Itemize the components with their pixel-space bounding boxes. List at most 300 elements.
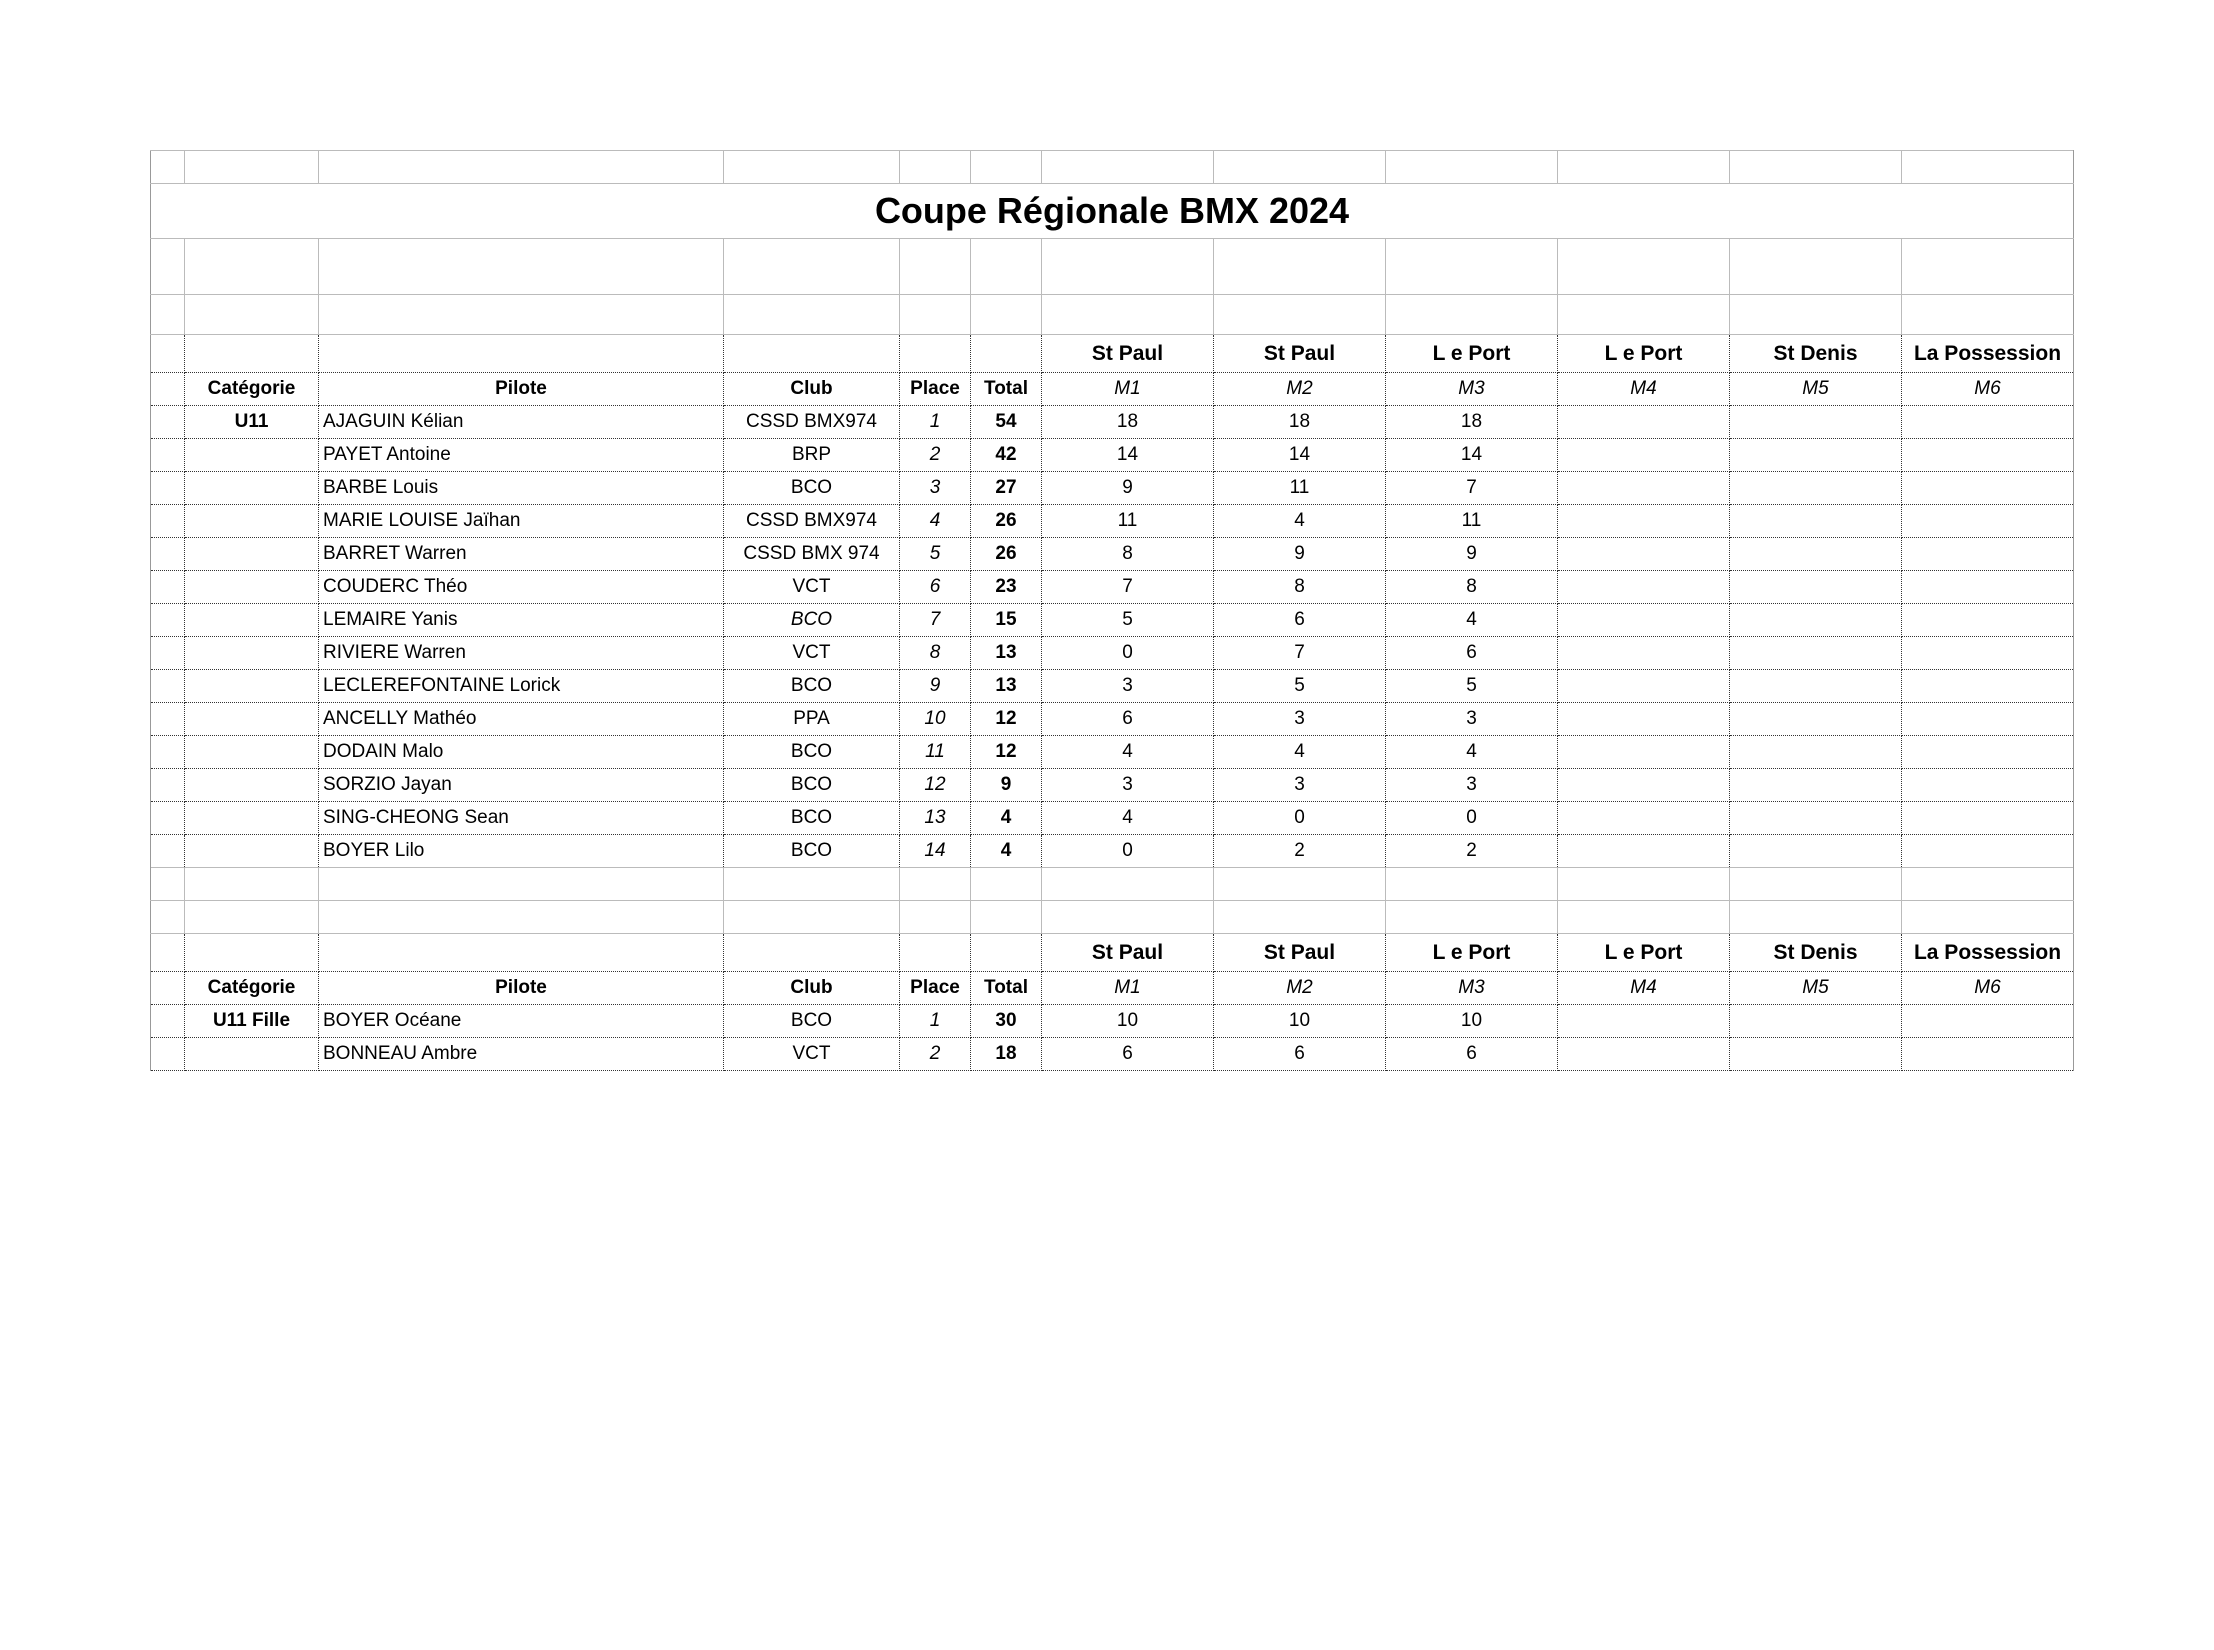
place-cell[interactable]: 9 [900, 670, 971, 703]
empty-cell[interactable] [151, 604, 185, 637]
header-manche[interactable]: M3 [1386, 373, 1558, 406]
manche-score-cell[interactable]: 4 [1386, 736, 1558, 769]
empty-cell[interactable] [151, 373, 185, 406]
empty-cell[interactable] [151, 239, 185, 295]
manche-score-cell[interactable]: 3 [1042, 769, 1214, 802]
header-manche[interactable]: M5 [1730, 972, 1902, 1005]
empty-cell[interactable] [185, 1038, 319, 1071]
empty-cell[interactable] [1214, 868, 1386, 901]
empty-cell[interactable] [151, 736, 185, 769]
manche-score-cell[interactable] [1558, 538, 1730, 571]
place-cell[interactable]: 3 [900, 472, 971, 505]
empty-cell[interactable] [185, 769, 319, 802]
manche-score-cell[interactable]: 3 [1214, 769, 1386, 802]
total-cell[interactable]: 9 [971, 769, 1042, 802]
total-cell[interactable]: 15 [971, 604, 1042, 637]
manche-score-cell[interactable]: 7 [1386, 472, 1558, 505]
manche-score-cell[interactable] [1558, 736, 1730, 769]
empty-cell[interactable] [900, 934, 971, 972]
manche-score-cell[interactable]: 4 [1042, 802, 1214, 835]
empty-cell[interactable] [1902, 868, 2074, 901]
empty-cell[interactable] [151, 670, 185, 703]
empty-cell[interactable] [724, 151, 900, 184]
empty-cell[interactable] [151, 868, 185, 901]
empty-cell[interactable] [971, 335, 1042, 373]
pilote-cell[interactable]: COUDERC Théo [319, 571, 724, 604]
header-place[interactable]: Place [900, 972, 971, 1005]
empty-cell[interactable] [1902, 151, 2074, 184]
empty-cell[interactable] [151, 637, 185, 670]
manche-score-cell[interactable]: 14 [1042, 439, 1214, 472]
empty-cell[interactable] [724, 934, 900, 972]
empty-cell[interactable] [1902, 295, 2074, 335]
manche-score-cell[interactable] [1730, 406, 1902, 439]
header-manche[interactable]: M2 [1214, 373, 1386, 406]
pilote-cell[interactable]: DODAIN Malo [319, 736, 724, 769]
empty-cell[interactable] [1558, 901, 1730, 934]
place-cell[interactable]: 1 [900, 406, 971, 439]
empty-cell[interactable] [151, 472, 185, 505]
venue-header[interactable]: St Denis [1730, 934, 1902, 972]
club-cell[interactable]: BCO [724, 472, 900, 505]
total-cell[interactable]: 13 [971, 637, 1042, 670]
manche-score-cell[interactable] [1902, 604, 2074, 637]
total-cell[interactable]: 23 [971, 571, 1042, 604]
manche-score-cell[interactable] [1902, 538, 2074, 571]
pilote-cell[interactable]: SING-CHEONG Sean [319, 802, 724, 835]
empty-cell[interactable] [185, 335, 319, 373]
manche-score-cell[interactable] [1902, 505, 2074, 538]
pilote-cell[interactable]: MARIE LOUISE Jaïhan [319, 505, 724, 538]
empty-cell[interactable] [185, 637, 319, 670]
total-cell[interactable]: 42 [971, 439, 1042, 472]
manche-score-cell[interactable]: 18 [1386, 406, 1558, 439]
empty-cell[interactable] [151, 901, 185, 934]
manche-score-cell[interactable] [1558, 604, 1730, 637]
empty-cell[interactable] [319, 934, 724, 972]
club-cell[interactable]: CSSD BMX974 [724, 505, 900, 538]
place-cell[interactable]: 12 [900, 769, 971, 802]
venue-header[interactable]: L e Port [1558, 335, 1730, 373]
empty-cell[interactable] [724, 335, 900, 373]
place-cell[interactable]: 7 [900, 604, 971, 637]
venue-header[interactable]: St Paul [1042, 335, 1214, 373]
empty-cell[interactable] [1730, 868, 1902, 901]
manche-score-cell[interactable]: 7 [1214, 637, 1386, 670]
empty-cell[interactable] [185, 295, 319, 335]
empty-cell[interactable] [151, 703, 185, 736]
pilote-cell[interactable]: BOYER Lilo [319, 835, 724, 868]
total-cell[interactable]: 30 [971, 1005, 1042, 1038]
manche-score-cell[interactable] [1902, 1005, 2074, 1038]
empty-cell[interactable] [724, 295, 900, 335]
manche-score-cell[interactable] [1902, 670, 2074, 703]
empty-cell[interactable] [151, 439, 185, 472]
header-manche[interactable]: M2 [1214, 972, 1386, 1005]
empty-cell[interactable] [151, 151, 185, 184]
empty-cell[interactable] [971, 151, 1042, 184]
manche-score-cell[interactable] [1902, 736, 2074, 769]
empty-cell[interactable] [1902, 901, 2074, 934]
header-club[interactable]: Club [724, 373, 900, 406]
empty-cell[interactable] [185, 571, 319, 604]
header-club[interactable]: Club [724, 972, 900, 1005]
manche-score-cell[interactable] [1730, 1038, 1902, 1071]
manche-score-cell[interactable]: 3 [1386, 769, 1558, 802]
empty-cell[interactable] [151, 934, 185, 972]
empty-cell[interactable] [900, 295, 971, 335]
header-manche[interactable]: M6 [1902, 972, 2074, 1005]
empty-cell[interactable] [151, 505, 185, 538]
empty-cell[interactable] [900, 239, 971, 295]
empty-cell[interactable] [900, 901, 971, 934]
header-pilote[interactable]: Pilote [319, 373, 724, 406]
pilote-cell[interactable]: SORZIO Jayan [319, 769, 724, 802]
pilote-cell[interactable]: LECLEREFONTAINE Lorick [319, 670, 724, 703]
manche-score-cell[interactable] [1558, 1038, 1730, 1071]
total-cell[interactable]: 4 [971, 802, 1042, 835]
pilote-cell[interactable]: BARRET Warren [319, 538, 724, 571]
empty-cell[interactable] [185, 703, 319, 736]
manche-score-cell[interactable] [1902, 1038, 2074, 1071]
pilote-cell[interactable]: LEMAIRE Yanis [319, 604, 724, 637]
venue-header[interactable]: L e Port [1386, 934, 1558, 972]
empty-cell[interactable] [319, 901, 724, 934]
club-cell[interactable]: VCT [724, 571, 900, 604]
manche-score-cell[interactable] [1902, 769, 2074, 802]
manche-score-cell[interactable]: 3 [1214, 703, 1386, 736]
manche-score-cell[interactable]: 0 [1042, 835, 1214, 868]
manche-score-cell[interactable]: 5 [1386, 670, 1558, 703]
header-total[interactable]: Total [971, 972, 1042, 1005]
empty-cell[interactable] [1730, 239, 1902, 295]
empty-cell[interactable] [1214, 239, 1386, 295]
total-cell[interactable]: 12 [971, 736, 1042, 769]
empty-cell[interactable] [1902, 239, 2074, 295]
empty-cell[interactable] [1730, 901, 1902, 934]
total-cell[interactable]: 13 [971, 670, 1042, 703]
manche-score-cell[interactable] [1558, 472, 1730, 505]
manche-score-cell[interactable]: 18 [1042, 406, 1214, 439]
venue-header[interactable]: St Paul [1214, 335, 1386, 373]
empty-cell[interactable] [319, 239, 724, 295]
manche-score-cell[interactable] [1558, 505, 1730, 538]
manche-score-cell[interactable] [1730, 472, 1902, 505]
empty-cell[interactable] [971, 868, 1042, 901]
venue-header[interactable]: La Possession [1902, 934, 2074, 972]
manche-score-cell[interactable] [1730, 769, 1902, 802]
empty-cell[interactable] [151, 406, 185, 439]
empty-cell[interactable] [185, 472, 319, 505]
manche-score-cell[interactable]: 14 [1214, 439, 1386, 472]
sheet-title[interactable]: Coupe Régionale BMX 2024 [151, 184, 2074, 239]
header-manche[interactable]: M1 [1042, 373, 1214, 406]
manche-score-cell[interactable]: 4 [1214, 736, 1386, 769]
place-cell[interactable]: 10 [900, 703, 971, 736]
place-cell[interactable]: 11 [900, 736, 971, 769]
manche-score-cell[interactable]: 4 [1214, 505, 1386, 538]
empty-cell[interactable] [185, 538, 319, 571]
empty-cell[interactable] [900, 335, 971, 373]
empty-cell[interactable] [1214, 295, 1386, 335]
manche-score-cell[interactable]: 10 [1042, 1005, 1214, 1038]
manche-score-cell[interactable]: 6 [1386, 1038, 1558, 1071]
empty-cell[interactable] [151, 769, 185, 802]
place-cell[interactable]: 2 [900, 439, 971, 472]
manche-score-cell[interactable]: 0 [1042, 637, 1214, 670]
empty-cell[interactable] [1042, 295, 1214, 335]
pilote-cell[interactable]: BONNEAU Ambre [319, 1038, 724, 1071]
place-cell[interactable]: 8 [900, 637, 971, 670]
pilote-cell[interactable]: AJAGUIN Kélian [319, 406, 724, 439]
manche-score-cell[interactable] [1558, 670, 1730, 703]
empty-cell[interactable] [185, 835, 319, 868]
manche-score-cell[interactable] [1558, 1005, 1730, 1038]
place-cell[interactable]: 13 [900, 802, 971, 835]
manche-score-cell[interactable]: 6 [1386, 637, 1558, 670]
pilote-cell[interactable]: ANCELLY Mathéo [319, 703, 724, 736]
empty-cell[interactable] [151, 538, 185, 571]
place-cell[interactable]: 5 [900, 538, 971, 571]
pilote-cell[interactable]: PAYET Antoine [319, 439, 724, 472]
empty-cell[interactable] [971, 295, 1042, 335]
total-cell[interactable]: 26 [971, 505, 1042, 538]
total-cell[interactable]: 12 [971, 703, 1042, 736]
manche-score-cell[interactable]: 6 [1214, 1038, 1386, 1071]
manche-score-cell[interactable] [1730, 538, 1902, 571]
manche-score-cell[interactable] [1730, 604, 1902, 637]
empty-cell[interactable] [971, 934, 1042, 972]
empty-cell[interactable] [185, 868, 319, 901]
manche-score-cell[interactable] [1730, 439, 1902, 472]
header-total[interactable]: Total [971, 373, 1042, 406]
empty-cell[interactable] [1214, 901, 1386, 934]
empty-cell[interactable] [185, 934, 319, 972]
manche-score-cell[interactable]: 11 [1042, 505, 1214, 538]
empty-cell[interactable] [900, 151, 971, 184]
club-cell[interactable]: PPA [724, 703, 900, 736]
empty-cell[interactable] [151, 835, 185, 868]
empty-cell[interactable] [185, 151, 319, 184]
manche-score-cell[interactable]: 10 [1386, 1005, 1558, 1038]
manche-score-cell[interactable]: 6 [1214, 604, 1386, 637]
place-cell[interactable]: 1 [900, 1005, 971, 1038]
empty-cell[interactable] [1558, 868, 1730, 901]
club-cell[interactable]: BRP [724, 439, 900, 472]
manche-score-cell[interactable]: 9 [1386, 538, 1558, 571]
empty-cell[interactable] [1042, 151, 1214, 184]
manche-score-cell[interactable] [1902, 406, 2074, 439]
manche-score-cell[interactable]: 3 [1386, 703, 1558, 736]
club-cell[interactable]: VCT [724, 637, 900, 670]
manche-score-cell[interactable]: 9 [1214, 538, 1386, 571]
empty-cell[interactable] [151, 802, 185, 835]
manche-score-cell[interactable] [1558, 703, 1730, 736]
empty-cell[interactable] [185, 239, 319, 295]
empty-cell[interactable] [151, 335, 185, 373]
manche-score-cell[interactable]: 7 [1042, 571, 1214, 604]
manche-score-cell[interactable]: 5 [1042, 604, 1214, 637]
empty-cell[interactable] [319, 295, 724, 335]
empty-cell[interactable] [185, 505, 319, 538]
empty-cell[interactable] [185, 802, 319, 835]
club-cell[interactable]: BCO [724, 835, 900, 868]
manche-score-cell[interactable]: 11 [1386, 505, 1558, 538]
header-manche[interactable]: M1 [1042, 972, 1214, 1005]
manche-score-cell[interactable]: 4 [1042, 736, 1214, 769]
club-cell[interactable]: CSSD BMX 974 [724, 538, 900, 571]
empty-cell[interactable] [151, 972, 185, 1005]
venue-header[interactable]: St Denis [1730, 335, 1902, 373]
total-cell[interactable]: 26 [971, 538, 1042, 571]
empty-cell[interactable] [151, 1038, 185, 1071]
total-cell[interactable]: 4 [971, 835, 1042, 868]
place-cell[interactable]: 2 [900, 1038, 971, 1071]
header-manche[interactable]: M3 [1386, 972, 1558, 1005]
club-cell[interactable]: BCO [724, 736, 900, 769]
manche-score-cell[interactable]: 0 [1214, 802, 1386, 835]
empty-cell[interactable] [185, 439, 319, 472]
category-cell[interactable]: U11 Fille [185, 1005, 319, 1038]
manche-score-cell[interactable] [1558, 406, 1730, 439]
manche-score-cell[interactable] [1902, 703, 2074, 736]
empty-cell[interactable] [724, 239, 900, 295]
club-cell[interactable]: VCT [724, 1038, 900, 1071]
empty-cell[interactable] [724, 868, 900, 901]
empty-cell[interactable] [151, 571, 185, 604]
manche-score-cell[interactable] [1730, 703, 1902, 736]
empty-cell[interactable] [185, 736, 319, 769]
empty-cell[interactable] [971, 901, 1042, 934]
pilote-cell[interactable]: BOYER Océane [319, 1005, 724, 1038]
header-manche[interactable]: M4 [1558, 972, 1730, 1005]
pilote-cell[interactable]: RIVIERE Warren [319, 637, 724, 670]
venue-header[interactable]: La Possession [1902, 335, 2074, 373]
empty-cell[interactable] [185, 670, 319, 703]
venue-header[interactable]: L e Port [1386, 335, 1558, 373]
empty-cell[interactable] [151, 1005, 185, 1038]
venue-header[interactable]: St Paul [1214, 934, 1386, 972]
manche-score-cell[interactable]: 18 [1214, 406, 1386, 439]
total-cell[interactable]: 54 [971, 406, 1042, 439]
empty-cell[interactable] [1386, 239, 1558, 295]
place-cell[interactable]: 14 [900, 835, 971, 868]
empty-cell[interactable] [1558, 295, 1730, 335]
club-cell[interactable]: BCO [724, 769, 900, 802]
empty-cell[interactable] [1386, 868, 1558, 901]
pilote-cell[interactable]: BARBE Louis [319, 472, 724, 505]
manche-score-cell[interactable] [1730, 835, 1902, 868]
header-manche[interactable]: M5 [1730, 373, 1902, 406]
manche-score-cell[interactable]: 3 [1042, 670, 1214, 703]
total-cell[interactable]: 18 [971, 1038, 1042, 1071]
empty-cell[interactable] [1558, 151, 1730, 184]
place-cell[interactable]: 6 [900, 571, 971, 604]
header-place[interactable]: Place [900, 373, 971, 406]
empty-cell[interactable] [971, 239, 1042, 295]
manche-score-cell[interactable]: 2 [1214, 835, 1386, 868]
manche-score-cell[interactable]: 8 [1386, 571, 1558, 604]
manche-score-cell[interactable] [1902, 835, 2074, 868]
manche-score-cell[interactable]: 8 [1042, 538, 1214, 571]
manche-score-cell[interactable] [1902, 571, 2074, 604]
manche-score-cell[interactable] [1730, 637, 1902, 670]
header-categorie[interactable]: Catégorie [185, 373, 319, 406]
club-cell[interactable]: BCO [724, 604, 900, 637]
manche-score-cell[interactable] [1730, 571, 1902, 604]
manche-score-cell[interactable]: 8 [1214, 571, 1386, 604]
empty-cell[interactable] [1386, 151, 1558, 184]
manche-score-cell[interactable] [1558, 835, 1730, 868]
empty-cell[interactable] [900, 868, 971, 901]
empty-cell[interactable] [1042, 239, 1214, 295]
manche-score-cell[interactable]: 4 [1386, 604, 1558, 637]
empty-cell[interactable] [1214, 151, 1386, 184]
manche-score-cell[interactable]: 10 [1214, 1005, 1386, 1038]
manche-score-cell[interactable]: 0 [1386, 802, 1558, 835]
manche-score-cell[interactable] [1730, 670, 1902, 703]
manche-score-cell[interactable] [1558, 802, 1730, 835]
manche-score-cell[interactable]: 5 [1214, 670, 1386, 703]
empty-cell[interactable] [1558, 239, 1730, 295]
manche-score-cell[interactable] [1730, 802, 1902, 835]
manche-score-cell[interactable]: 9 [1042, 472, 1214, 505]
empty-cell[interactable] [151, 295, 185, 335]
empty-cell[interactable] [319, 335, 724, 373]
club-cell[interactable]: BCO [724, 1005, 900, 1038]
manche-score-cell[interactable] [1902, 802, 2074, 835]
manche-score-cell[interactable] [1730, 1005, 1902, 1038]
venue-header[interactable]: L e Port [1558, 934, 1730, 972]
manche-score-cell[interactable] [1558, 637, 1730, 670]
manche-score-cell[interactable] [1558, 439, 1730, 472]
empty-cell[interactable] [1386, 901, 1558, 934]
empty-cell[interactable] [1042, 868, 1214, 901]
manche-score-cell[interactable] [1730, 736, 1902, 769]
manche-score-cell[interactable]: 6 [1042, 703, 1214, 736]
manche-score-cell[interactable] [1730, 505, 1902, 538]
empty-cell[interactable] [1730, 295, 1902, 335]
club-cell[interactable]: BCO [724, 670, 900, 703]
empty-cell[interactable] [1730, 151, 1902, 184]
manche-score-cell[interactable]: 2 [1386, 835, 1558, 868]
header-manche[interactable]: M4 [1558, 373, 1730, 406]
club-cell[interactable]: BCO [724, 802, 900, 835]
category-cell[interactable]: U11 [185, 406, 319, 439]
manche-score-cell[interactable] [1558, 769, 1730, 802]
empty-cell[interactable] [724, 901, 900, 934]
header-categorie[interactable]: Catégorie [185, 972, 319, 1005]
manche-score-cell[interactable]: 14 [1386, 439, 1558, 472]
manche-score-cell[interactable]: 11 [1214, 472, 1386, 505]
venue-header[interactable]: St Paul [1042, 934, 1214, 972]
manche-score-cell[interactable] [1902, 472, 2074, 505]
empty-cell[interactable] [185, 901, 319, 934]
header-pilote[interactable]: Pilote [319, 972, 724, 1005]
empty-cell[interactable] [185, 604, 319, 637]
empty-cell[interactable] [1386, 295, 1558, 335]
empty-cell[interactable] [319, 868, 724, 901]
manche-score-cell[interactable] [1902, 637, 2074, 670]
empty-cell[interactable] [319, 151, 724, 184]
total-cell[interactable]: 27 [971, 472, 1042, 505]
header-manche[interactable]: M6 [1902, 373, 2074, 406]
manche-score-cell[interactable] [1902, 439, 2074, 472]
place-cell[interactable]: 4 [900, 505, 971, 538]
manche-score-cell[interactable]: 6 [1042, 1038, 1214, 1071]
empty-cell[interactable] [1042, 901, 1214, 934]
manche-score-cell[interactable] [1558, 571, 1730, 604]
